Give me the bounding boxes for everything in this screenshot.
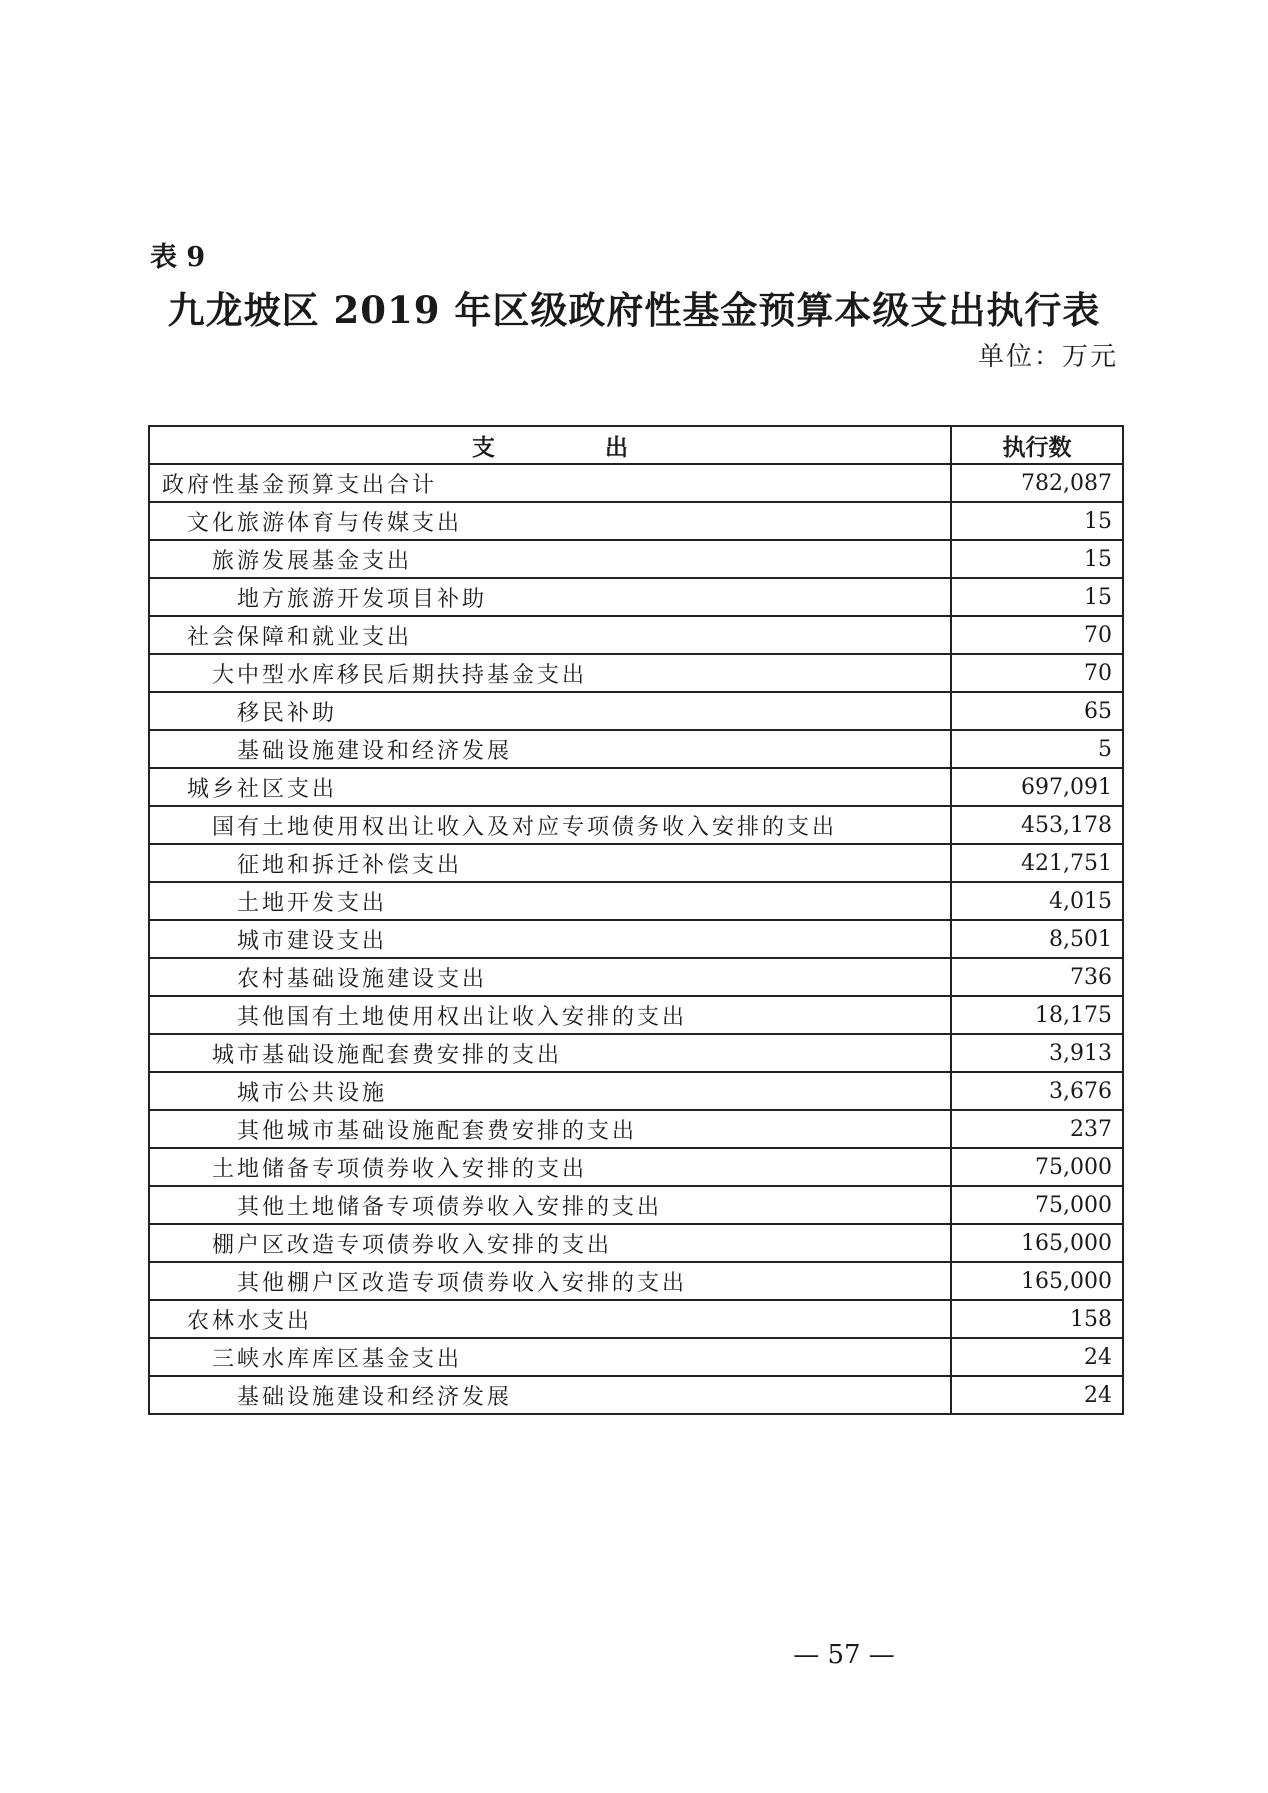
row-value: 75,000 xyxy=(951,1148,1123,1186)
table-row xyxy=(149,882,1123,920)
row-value: 15 xyxy=(951,540,1123,578)
row-label: 城市建设支出 xyxy=(149,920,951,958)
header-amount: 执行数 xyxy=(951,426,1123,464)
row-value: 736 xyxy=(951,958,1123,996)
table-row xyxy=(149,1186,1123,1224)
row-label: 土地储备专项债券收入安排的支出 xyxy=(149,1148,951,1186)
table-row xyxy=(149,540,1123,578)
header-expenditure-char-1: 支 xyxy=(472,434,495,461)
table-row xyxy=(149,958,1123,996)
table-row xyxy=(149,616,1123,654)
row-value: 8,501 xyxy=(951,920,1123,958)
row-value: 3,676 xyxy=(951,1072,1123,1110)
table-number-label: 表 9 xyxy=(150,242,206,273)
row-value: 237 xyxy=(951,1110,1123,1148)
table-row xyxy=(149,692,1123,730)
table-row xyxy=(149,1110,1123,1148)
row-value: 421,751 xyxy=(951,844,1123,882)
table-body xyxy=(149,464,1123,1414)
row-label: 土地开发支出 xyxy=(149,882,951,920)
row-value: 24 xyxy=(951,1376,1123,1414)
row-label: 社会保障和就业支出 xyxy=(149,616,951,654)
table-row xyxy=(149,464,1123,502)
page-number: — 57 — xyxy=(793,1640,895,1670)
row-label: 农村基础设施建设支出 xyxy=(149,958,951,996)
row-value: 782,087 xyxy=(951,464,1123,502)
table-row xyxy=(149,654,1123,692)
table-row xyxy=(149,1224,1123,1262)
row-label: 其他国有土地使用权出让收入安排的支出 xyxy=(149,996,951,1034)
table-row xyxy=(149,1376,1123,1414)
row-value: 697,091 xyxy=(951,768,1123,806)
row-value: 4,015 xyxy=(951,882,1123,920)
table-row xyxy=(149,1262,1123,1300)
row-label: 文化旅游体育与传媒支出 xyxy=(149,502,951,540)
header-expenditure-char-2: 出 xyxy=(605,434,628,461)
row-label: 移民补助 xyxy=(149,692,951,730)
row-label: 基础设施建设和经济发展 xyxy=(149,1376,951,1414)
table-row xyxy=(149,1148,1123,1186)
table-row xyxy=(149,1034,1123,1072)
table-row xyxy=(149,730,1123,768)
row-value: 3,913 xyxy=(951,1034,1123,1072)
row-label: 城市基础设施配套费安排的支出 xyxy=(149,1034,951,1072)
table-row xyxy=(149,502,1123,540)
table-row xyxy=(149,1338,1123,1376)
row-label: 其他城市基础设施配套费安排的支出 xyxy=(149,1110,951,1148)
row-value: 15 xyxy=(951,578,1123,616)
header-expenditure xyxy=(149,426,951,464)
row-value: 165,000 xyxy=(951,1224,1123,1262)
row-value: 18,175 xyxy=(951,996,1123,1034)
row-label: 旅游发展基金支出 xyxy=(149,540,951,578)
document-title: 九龙坡区 2019 年区级政府性基金预算本级支出执行表 xyxy=(167,288,1101,332)
table-row xyxy=(149,1300,1123,1338)
row-value: 70 xyxy=(951,654,1123,692)
row-value: 5 xyxy=(951,730,1123,768)
row-value: 75,000 xyxy=(951,1186,1123,1224)
table-row xyxy=(149,996,1123,1034)
table-header-row xyxy=(149,426,1123,464)
row-label: 三峡水库库区基金支出 xyxy=(149,1338,951,1376)
unit-label: 单位：万元 xyxy=(977,342,1118,372)
row-label: 城市公共设施 xyxy=(149,1072,951,1110)
row-value: 65 xyxy=(951,692,1123,730)
row-value: 165,000 xyxy=(951,1262,1123,1300)
table-row xyxy=(149,844,1123,882)
row-label: 棚户区改造专项债券收入安排的支出 xyxy=(149,1224,951,1262)
table-row xyxy=(149,920,1123,958)
row-value: 70 xyxy=(951,616,1123,654)
row-label: 其他棚户区改造专项债券收入安排的支出 xyxy=(149,1262,951,1300)
table-row xyxy=(149,768,1123,806)
row-value: 158 xyxy=(951,1300,1123,1338)
row-label: 国有土地使用权出让收入及对应专项债务收入安排的支出 xyxy=(149,806,951,844)
row-label: 政府性基金预算支出合计 xyxy=(149,464,951,502)
row-label: 其他土地储备专项债券收入安排的支出 xyxy=(149,1186,951,1224)
row-label: 地方旅游开发项目补助 xyxy=(149,578,951,616)
row-label: 农林水支出 xyxy=(149,1300,951,1338)
row-label: 大中型水库移民后期扶持基金支出 xyxy=(149,654,951,692)
row-label: 征地和拆迁补偿支出 xyxy=(149,844,951,882)
row-value: 15 xyxy=(951,502,1123,540)
row-label: 基础设施建设和经济发展 xyxy=(149,730,951,768)
table-row xyxy=(149,806,1123,844)
table-row xyxy=(149,578,1123,616)
budget-table xyxy=(148,425,1124,1415)
row-value: 24 xyxy=(951,1338,1123,1376)
row-label: 城乡社区支出 xyxy=(149,768,951,806)
table-row xyxy=(149,1072,1123,1110)
row-value: 453,178 xyxy=(951,806,1123,844)
